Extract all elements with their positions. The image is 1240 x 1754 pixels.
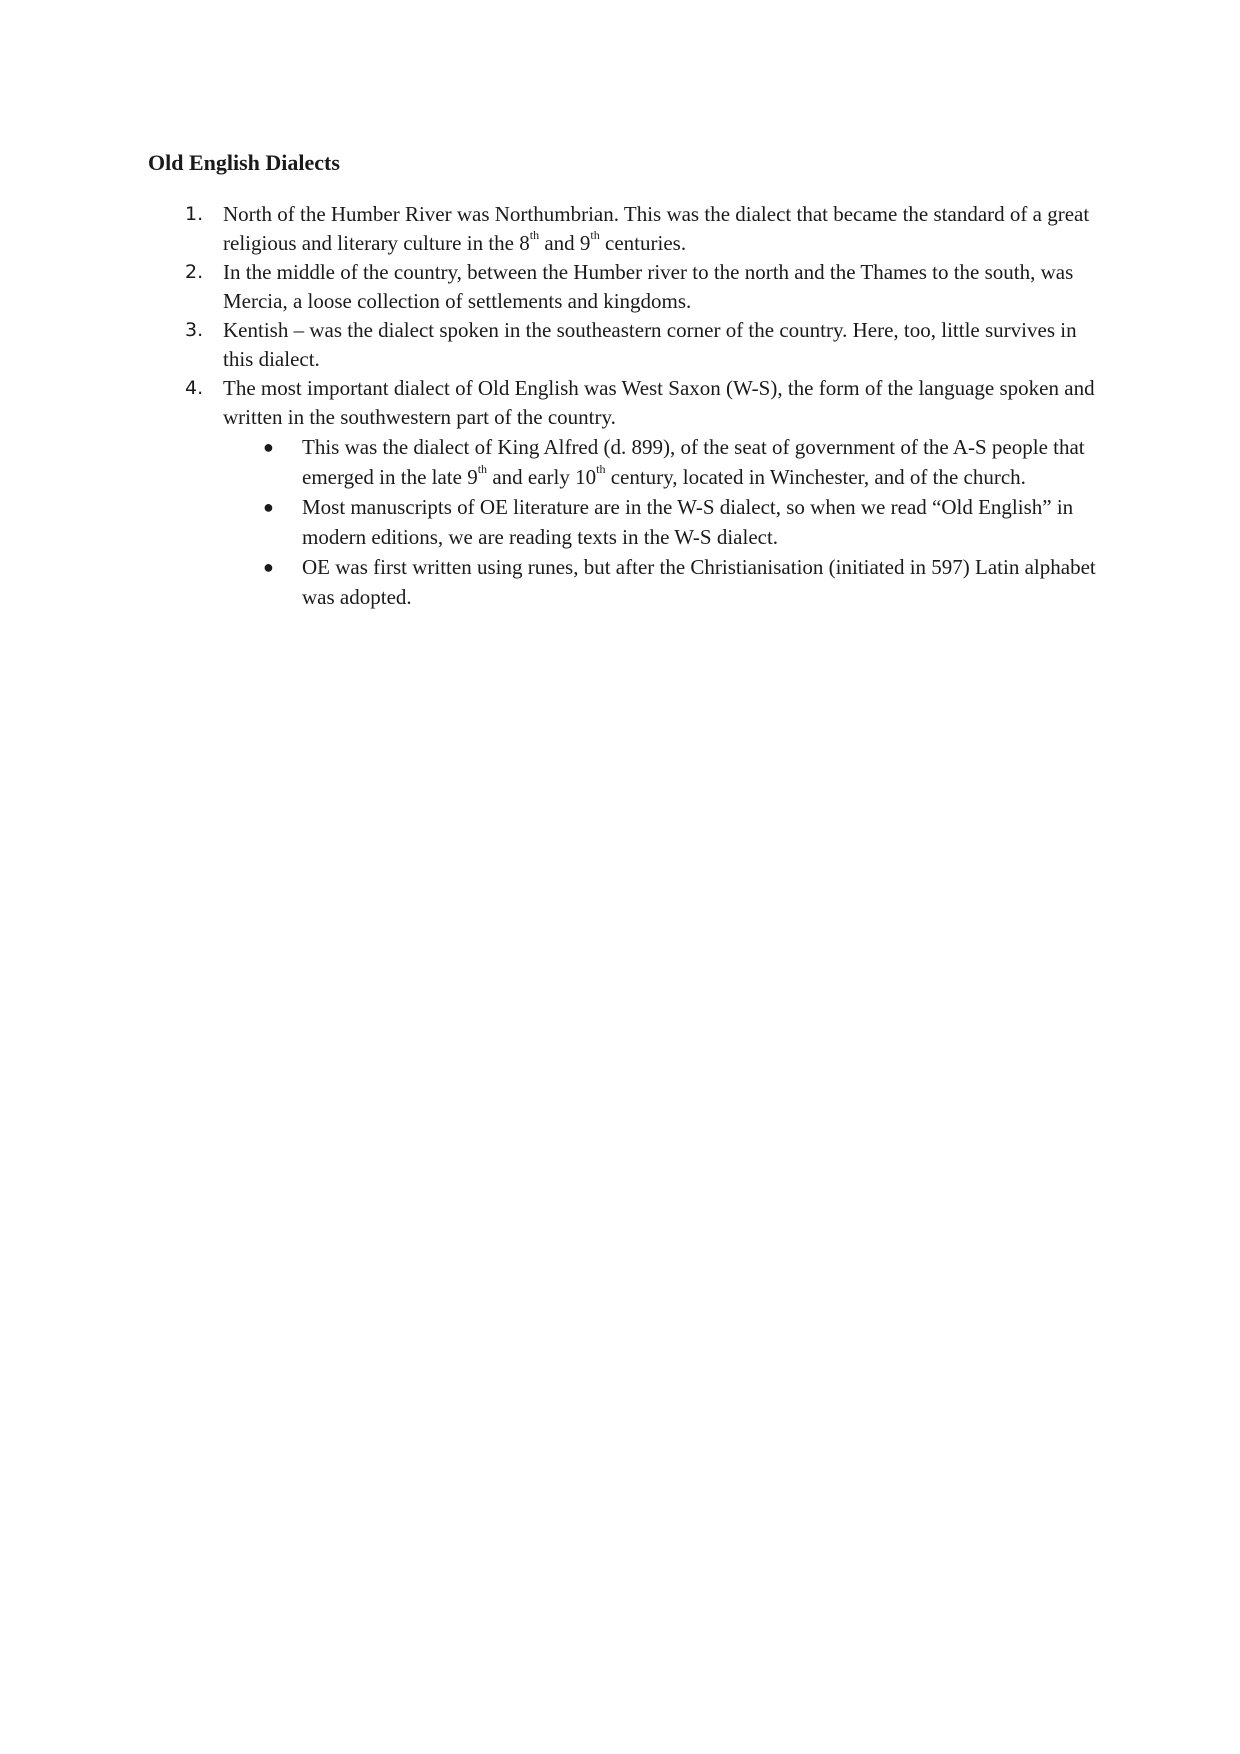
bullet-icon: ● xyxy=(263,557,274,577)
dialect-list xyxy=(148,200,1098,612)
sub-bullet-list xyxy=(223,432,1098,612)
list-item-text: In the middle of the country, between the Humber river to the north and the Thames to the south, was Mercia, a loose collection of settlements and kingdoms. xyxy=(223,260,1074,313)
superscript: th xyxy=(529,228,540,242)
list-item-2 xyxy=(148,258,1098,316)
list-item-3 xyxy=(148,316,1098,374)
bullet-item-1 xyxy=(223,432,1098,492)
bullet-icon: ● xyxy=(263,497,274,517)
list-number: 1. xyxy=(185,203,204,225)
list-item-1 xyxy=(148,200,1098,258)
bullet-item-3 xyxy=(223,552,1098,612)
document-page xyxy=(148,148,1098,612)
list-item-text: North of the Humber River was Northumbrian. This was the dialect that became the standard of a great religious and literary culture in the 8th and 9th centuries. xyxy=(223,202,1090,255)
superscript: th xyxy=(477,462,488,476)
list-number: 4. xyxy=(185,377,204,399)
list-number: 3. xyxy=(185,319,204,341)
bullet-icon: ● xyxy=(263,437,274,457)
list-item-4 xyxy=(148,374,1098,612)
list-item-text: The most important dialect of Old English was West Saxon (W-S), the form of the language spoken and written in the southwestern part of the country. xyxy=(223,376,1095,429)
document-title: Old English Dialects xyxy=(148,150,340,175)
bullet-text: This was the dialect of King Alfred (d. 899), of the seat of government of the A-S people that emerged in the late 9th and early 10th century, located in Winchester, and of the church. xyxy=(302,435,1085,489)
superscript: th xyxy=(590,228,600,242)
bullet-text: Most manuscripts of OE literature are in the W-S dialect, so when we read “Old English” in modern editions, we are reading texts in the W-S dialect. xyxy=(302,495,1074,549)
bullet-item-2 xyxy=(223,492,1098,552)
bullet-text: OE was first written using runes, but after the Christianisation (initiated in 597) Latin alphabet was adopted. xyxy=(302,555,1096,609)
list-number: 2. xyxy=(185,261,204,283)
list-item-text: Kentish – was the dialect spoken in the southeastern corner of the country. Here, too, little survives in this dialect. xyxy=(223,318,1077,371)
superscript: th xyxy=(596,462,606,476)
